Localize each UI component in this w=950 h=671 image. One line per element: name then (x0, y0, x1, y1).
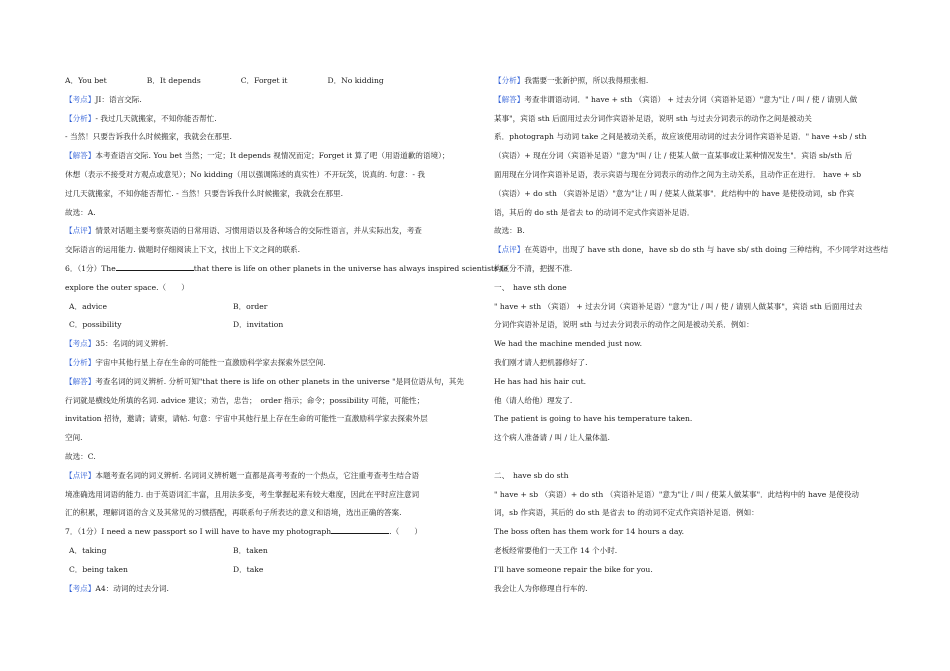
section1-line1: " have + sth （宾语） + 过去分词（宾语补足语）"意为"让 / 叫 / 使 / 请别人做某事"，宾语 sth 后面用过去 (494, 301, 863, 311)
q7-blank (331, 524, 389, 534)
q6-jieda-text: 考查名词的词义辨析. 分析可知"that there is life on other planets in the universe "是同位语从句，其先 (95, 376, 464, 386)
spacer (494, 448, 896, 467)
q6-kaodian-text: 35：名词的词义辨析. (95, 339, 169, 349)
jieda-tag: 【解答】 (65, 151, 96, 161)
q5-dianping (65, 222, 473, 241)
q7-option-c: C．being taken (69, 564, 128, 574)
q6-number: 6．（1分）The (65, 263, 116, 273)
section1-title: 一、 have sth done (494, 282, 567, 292)
q6-option-b: B．order (233, 301, 268, 311)
section2-title: 二、 have sb do sth (494, 470, 569, 480)
q7-kaodian (65, 580, 473, 599)
jieda-tag: 【解答】 (65, 376, 96, 386)
q5-option-d: D．No kidding (327, 76, 384, 85)
kaodian-tag: 【考点】 (65, 339, 96, 349)
section2-line1: " have + sb （宾语）+ do sth （宾语补足语）"意为"让 / 叫 / 使某人做某事"．此结构中的 have 是使役动 (494, 489, 860, 499)
fenxi-tag: 【分析】 (494, 76, 525, 85)
q6-jieda (65, 373, 473, 392)
example1-cn: 我们刚才请人把机器修好了. (494, 357, 588, 367)
section1-line2: 分词作宾语补足语，说明 sth 与过去分词表示的动作之间是被动关系．例如： (494, 320, 754, 330)
q7-dianping-text: 在英语中，出现了 have sth done，have sb do sth 与 have sb/ sth doing 三种结构，不少同学对这些结 (524, 245, 889, 255)
q6-stem (65, 260, 508, 279)
q7-answer: 故选：B. (494, 226, 525, 236)
q6-fenxi-text: 宇宙中其他行星上存在生命的可能性一直激励科学家去探索外层空间. (95, 357, 326, 367)
q5-dianping-line2: 交际语言的运用能力. 做题时仔细阅读上下文，找出上下文之间的联系. (65, 245, 301, 255)
q5-kaodian (65, 91, 473, 110)
q7-jieda-line6: （宾语）+ do sth （宾语补足语）"意为"让 / 叫 / 使某人做某事"．此结构中的 have 是使役动词，sb 作宾 (494, 188, 855, 198)
example3-en: The patient is going to have his temperature taken. (494, 414, 693, 424)
q5-option-a: A．You bet (65, 76, 107, 85)
dianping-tag: 【点评】 (65, 470, 96, 480)
q6-stem-text: that there is life on other planets in the universe has always inspired scientists to (193, 263, 508, 273)
right-column (494, 72, 896, 598)
fenxi-tag: 【分析】 (65, 357, 96, 367)
example5-cn: 我会让人为你修理自行车的. (494, 583, 588, 593)
q5-options (65, 72, 473, 91)
q7-jieda-line5: 面用现在分词作宾语补足语，表示宾语与现在分词表示的动作之间为主动关系，且动作正在进行． have + sb (494, 169, 862, 179)
q6-jieda-line2: 行词就是横线处所填的名词. advice 建议；劝告，忠告； order 指示；命令；possibility 可能，可能性； (65, 395, 425, 405)
q7-jieda-line7: 语，其后的 do sth 是省去 to 的动词不定式作宾语补足语． (494, 207, 695, 217)
example2-en: He has had his hair cut. (494, 376, 587, 386)
q7-jieda-text: 考查非谓语动词．" have + sth （宾语） + 过去分词（宾语补足语）"意为"让 / 叫 / 使 / 请别人做 (524, 94, 858, 104)
q5-fenxi (65, 110, 473, 129)
dianping-tag: 【点评】 (65, 226, 96, 236)
q5-jieda-text: 本考查语言交际. You bet 当然；一定；It depends 视情况而定；Forget it 算了吧（用语道歉的语境）； (95, 151, 450, 161)
q5-fenxi-text: - 我过几天就搬家，不知你能否帮忙. (95, 113, 217, 123)
q6-stem-line2: explore the outer space.（ ） (65, 282, 189, 292)
q7-jieda (494, 91, 896, 110)
section2-line2: 词，sb 作宾语，其后的 do sth 是省去 to 的动词不定式作宾语补足语．例如： (494, 508, 759, 518)
q5-jieda-line2: 休想（表示不接受对方观点或意见）；No kidding（用以强调陈述的真实性）不开玩笑，说真的. 句意：- 我 (65, 169, 425, 179)
q7-fenxi-text: 我需要一张新护照，所以我得照张相. (524, 76, 649, 85)
jieda-tag: 【解答】 (494, 94, 525, 104)
q7-dianping (494, 241, 896, 260)
q6-kaodian (65, 335, 473, 354)
q7-option-a: A．taking (69, 545, 107, 555)
example4-en: The boss often has them work for 14 hours a day. (494, 527, 685, 537)
q6-dianping-line2: 境准确选用词语的能力. 由于英语词汇丰富，且用法多变，考生掌握起来有较大难度，因此在平时应注意词 (65, 489, 420, 499)
kaodian-tag: 【考点】 (65, 94, 96, 104)
example4-cn: 老板经常要他们一天工作 14 个小时. (494, 545, 618, 555)
q6-answer: 故选：C. (65, 451, 96, 461)
q6-blank (116, 261, 194, 271)
example3-cn: 这个病人准备请 / 叫 / 让人量体温. (494, 433, 610, 443)
q5-jieda-line3: 过几天就搬家，不知你能否帮忙. - 当然！只要告诉我什么时候搬家，我就会在那里. (65, 188, 343, 198)
q7-option-d: D．take (233, 564, 264, 574)
example2-cn: 他（请人给他）理发了. (494, 395, 573, 405)
q7-option-b: B．taken (233, 545, 268, 555)
q5-option-c: C．Forget it (240, 76, 288, 85)
q6-dianping-line3: 汇的积累，理解词语的含义及其常见的习惯搭配，再联系句子所表达的意义和语境，选出正确的答案. (65, 508, 402, 518)
q7-jieda-line4: （宾语）+ 现在分词（宾语补足语）"意为"叫 / 让 / 使某人做一直某事或让某种情况发生"．宾语 sb/sth 后 (494, 151, 853, 161)
q7-dianping-line2: 构区分不清，把握不准. (494, 263, 573, 273)
q7-options-row2 (65, 561, 473, 580)
q5-answer: 故选：A. (65, 207, 96, 217)
q5-kaodian-text: JI：语言交际. (95, 94, 142, 104)
q6-options-row2 (65, 316, 473, 335)
q7-kaodian-text: A4：动词的过去分词. (95, 583, 169, 593)
q5-fenxi-line2: - 当然！只要告诉我什么时候搬家，我就会在那里. (65, 132, 232, 142)
q6-dianping (65, 467, 473, 486)
q5-dianping-text: 情景对话题主要考察英语的日常用语、习惯用语以及各种场合的交际性语言，并从实际出发，考查 (95, 226, 422, 236)
q7-number: 7．（1分）I need a new passport so I will have to have my photograph (65, 527, 332, 537)
kaodian-tag: 【考点】 (65, 583, 96, 593)
q7-jieda-line2: 某事"，宾语 sth 后面用过去分词作宾语补足语，说明 sth 与过去分词表示的动作之间是被动关 (494, 113, 812, 123)
dianping-tag: 【点评】 (494, 245, 525, 255)
q5-jieda (65, 147, 473, 166)
q6-jieda-line3: invitation 招待，邀请；请柬，请帖. 句意：宇宙中其他行星上存在生命的可能性一直激励科学家去探索外层 (65, 414, 428, 424)
q6-option-c: C．possibility (69, 320, 122, 330)
left-column (65, 72, 508, 598)
q6-fenxi (65, 354, 473, 373)
fenxi-tag: 【分析】 (65, 113, 96, 123)
q7-options-row1 (65, 542, 473, 561)
q5-option-b: B．It depends (146, 76, 201, 85)
example1-en: We had the machine mended just now. (494, 339, 643, 349)
q7-stem-tail: .（ ） (389, 527, 422, 537)
q6-option-a: A．advice (69, 301, 107, 311)
q6-options-row1 (65, 298, 473, 317)
q7-fenxi (494, 72, 896, 91)
q7-jieda-line3: 系．photograph 与动词 take 之间是被动关系，故应该使用动词的过去分词作宾语补足语．" have +sb / sth (494, 132, 867, 142)
q7-stem (65, 523, 473, 542)
q6-jieda-line4: 空间. (65, 433, 83, 443)
q6-option-d: D．invitation (233, 320, 284, 330)
q6-dianping-text: 本题考查名词的词义辨析. 名词词义辨析题一直都是高考考查的一个热点，它注重考查考生结合语 (95, 470, 420, 480)
example5-en: I'll have someone repair the bike for you. (494, 564, 653, 574)
